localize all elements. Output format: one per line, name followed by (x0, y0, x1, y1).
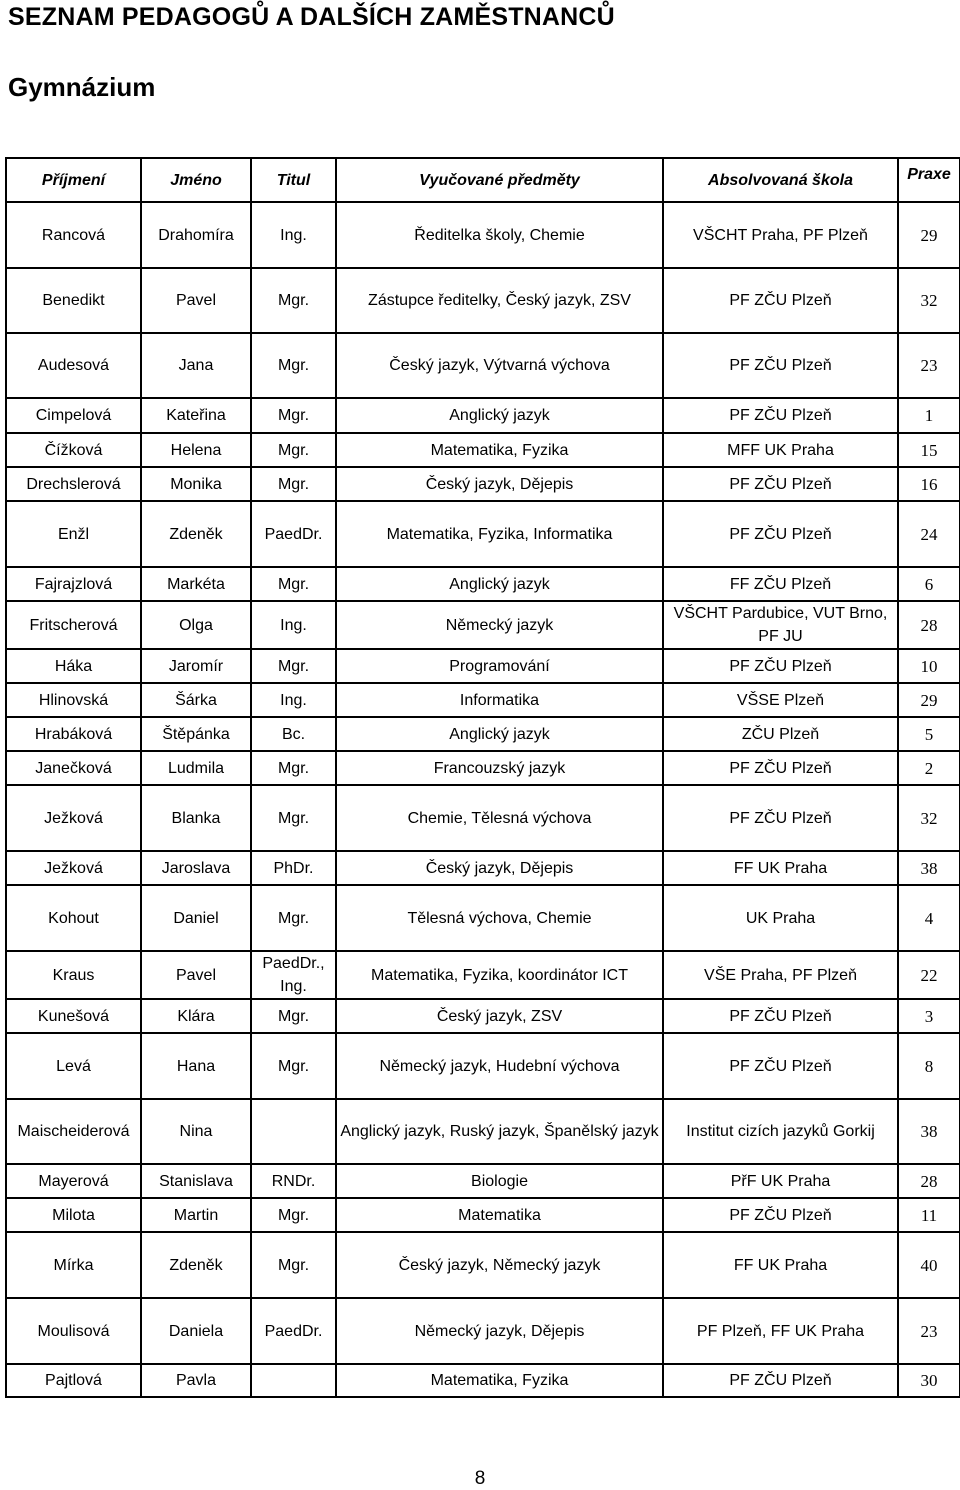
title-cell: Mgr. (251, 1198, 336, 1232)
first-name-cell: Helena (141, 433, 251, 467)
subjects-cell: Biologie (336, 1164, 663, 1198)
school-cell: PF ZČU Plzeň (663, 1364, 898, 1397)
surname-cell: Maischeiderová (6, 1099, 141, 1164)
first-name-cell: Jaroslava (141, 851, 251, 885)
school-cell: VŠE Praha, PF Plzeň (663, 951, 898, 999)
surname-cell: Cimpelová (6, 398, 141, 433)
column-header-title: Titul (251, 158, 336, 202)
practice-cell: 15 (898, 433, 960, 467)
column-header-surname: Příjmení (6, 158, 141, 202)
practice-cell: 23 (898, 333, 960, 398)
table-row (6, 1164, 960, 1198)
first-name-cell: Jaromír (141, 649, 251, 683)
surname-cell: Kunešová (6, 999, 141, 1033)
table-row (6, 433, 960, 467)
practice-cell: 2 (898, 751, 960, 785)
school-cell: PF ZČU Plzeň (663, 467, 898, 501)
first-name-cell: Ludmila (141, 751, 251, 785)
practice-cell: 22 (898, 951, 960, 999)
first-name-cell: Zdeněk (141, 1232, 251, 1298)
practice-cell: 32 (898, 785, 960, 851)
first-name-cell: Martin (141, 1198, 251, 1232)
school-cell: PF ZČU Plzeň (663, 1033, 898, 1099)
staff-table (5, 157, 960, 1398)
subjects-cell: Český jazyk, Dějepis (336, 851, 663, 885)
surname-cell: Pajtlová (6, 1364, 141, 1397)
subjects-cell: Programování (336, 649, 663, 683)
school-cell: PF ZČU Plzeň (663, 999, 898, 1033)
table-row (6, 268, 960, 333)
title-cell: Ing. (251, 683, 336, 717)
table-row (6, 1298, 960, 1364)
table-row (6, 567, 960, 601)
practice-cell: 28 (898, 601, 960, 649)
title-cell: Mgr. (251, 567, 336, 601)
school-cell: PF ZČU Plzeň (663, 268, 898, 333)
table-row (6, 785, 960, 851)
title-cell: Mgr. (251, 1033, 336, 1099)
table-header-row (6, 158, 960, 202)
surname-cell: Hrabáková (6, 717, 141, 751)
first-name-cell: Daniela (141, 1298, 251, 1364)
first-name-cell: Drahomíra (141, 202, 251, 268)
first-name-cell: Blanka (141, 785, 251, 851)
column-header-school: Absolvovaná škola (663, 158, 898, 202)
table-row (6, 951, 960, 999)
title-cell: Mgr. (251, 785, 336, 851)
title-cell: Mgr. (251, 398, 336, 433)
table-row (6, 601, 960, 649)
title-cell: PaedDr. (251, 1298, 336, 1364)
subjects-cell: Anglický jazyk (336, 398, 663, 433)
table-row (6, 751, 960, 785)
subjects-cell: Anglický jazyk (336, 567, 663, 601)
school-cell: VŠCHT Praha, PF Plzeň (663, 202, 898, 268)
surname-cell: Fritscherová (6, 601, 141, 649)
subjects-cell: Německý jazyk (336, 601, 663, 649)
first-name-cell: Jana (141, 333, 251, 398)
first-name-cell: Monika (141, 467, 251, 501)
practice-cell: 11 (898, 1198, 960, 1232)
first-name-cell: Markéta (141, 567, 251, 601)
surname-cell: Janečková (6, 751, 141, 785)
column-header-first-name: Jméno (141, 158, 251, 202)
practice-cell: 23 (898, 1298, 960, 1364)
practice-cell: 16 (898, 467, 960, 501)
practice-cell: 28 (898, 1164, 960, 1198)
subjects-cell: Tělesná výchova, Chemie (336, 885, 663, 951)
title-cell: Mgr. (251, 649, 336, 683)
title-cell: Bc. (251, 717, 336, 751)
title-cell: Mgr. (251, 999, 336, 1033)
first-name-cell: Štěpánka (141, 717, 251, 751)
practice-cell: 40 (898, 1232, 960, 1298)
practice-cell: 5 (898, 717, 960, 751)
school-cell: PF ZČU Plzeň (663, 501, 898, 567)
surname-cell: Benedikt (6, 268, 141, 333)
column-header-practice: Praxe (898, 158, 960, 202)
surname-cell: Háka (6, 649, 141, 683)
practice-cell: 29 (898, 202, 960, 268)
school-cell: UK Praha (663, 885, 898, 951)
first-name-cell: Klára (141, 999, 251, 1033)
table-row (6, 202, 960, 268)
first-name-cell: Kateřina (141, 398, 251, 433)
table-row (6, 851, 960, 885)
subjects-cell: Anglický jazyk, Ruský jazyk, Španělský jazyk (336, 1099, 663, 1164)
subjects-cell: Zástupce ředitelky, Český jazyk, ZSV (336, 268, 663, 333)
school-cell: ZČU Plzeň (663, 717, 898, 751)
practice-cell: 38 (898, 851, 960, 885)
school-cell: PF ZČU Plzeň (663, 398, 898, 433)
subjects-cell: Český jazyk, Dějepis (336, 467, 663, 501)
title-cell: Mgr. (251, 268, 336, 333)
practice-cell: 6 (898, 567, 960, 601)
subjects-cell: Matematika, Fyzika, Informatika (336, 501, 663, 567)
section-title: Gymnázium (8, 72, 156, 102)
surname-cell: Čížková (6, 433, 141, 467)
practice-cell: 24 (898, 501, 960, 567)
subjects-cell: Francouzský jazyk (336, 751, 663, 785)
title-cell: Mgr. (251, 1232, 336, 1298)
title-cell: Mgr. (251, 467, 336, 501)
school-cell: PF ZČU Plzeň (663, 1198, 898, 1232)
title-cell (251, 1099, 336, 1164)
surname-cell: Rancová (6, 202, 141, 268)
title-cell: Ing. (251, 202, 336, 268)
surname-cell: Mírka (6, 1232, 141, 1298)
school-cell: MFF UK Praha (663, 433, 898, 467)
subjects-cell: Informatika (336, 683, 663, 717)
title-cell: PaedDr., Ing. (251, 951, 336, 999)
practice-cell: 1 (898, 398, 960, 433)
subjects-cell: Německý jazyk, Hudební výchova (336, 1033, 663, 1099)
table-row (6, 999, 960, 1033)
page-title: SEZNAM PEDAGOGŮ A DALŠÍCH ZAMĚSTNANCŮ (8, 3, 615, 31)
subjects-cell: Chemie, Tělesná výchova (336, 785, 663, 851)
table-row (6, 683, 960, 717)
subjects-cell: Český jazyk, ZSV (336, 999, 663, 1033)
school-cell: VŠSE Plzeň (663, 683, 898, 717)
practice-cell: 8 (898, 1033, 960, 1099)
practice-cell: 38 (898, 1099, 960, 1164)
surname-cell: Hlinovská (6, 683, 141, 717)
table-row (6, 1099, 960, 1164)
surname-cell: Milota (6, 1198, 141, 1232)
table-row (6, 1232, 960, 1298)
first-name-cell: Zdeněk (141, 501, 251, 567)
practice-cell: 32 (898, 268, 960, 333)
surname-cell: Moulisová (6, 1298, 141, 1364)
first-name-cell: Šárka (141, 683, 251, 717)
table-row (6, 333, 960, 398)
title-cell: Mgr. (251, 333, 336, 398)
surname-cell: Audesová (6, 333, 141, 398)
table-row (6, 649, 960, 683)
school-cell: FF UK Praha (663, 1232, 898, 1298)
first-name-cell: Daniel (141, 885, 251, 951)
surname-cell: Enžl (6, 501, 141, 567)
school-cell: PF ZČU Plzeň (663, 333, 898, 398)
school-cell: PřF UK Praha (663, 1164, 898, 1198)
title-cell: PaedDr. (251, 501, 336, 567)
subjects-cell: Anglický jazyk (336, 717, 663, 751)
school-cell: PF ZČU Plzeň (663, 751, 898, 785)
practice-cell: 10 (898, 649, 960, 683)
practice-cell: 4 (898, 885, 960, 951)
title-cell: Mgr. (251, 433, 336, 467)
table-row (6, 501, 960, 567)
surname-cell: Mayerová (6, 1164, 141, 1198)
first-name-cell: Pavla (141, 1364, 251, 1397)
school-cell: Institut cizích jazyků Gorkij (663, 1099, 898, 1164)
school-cell: PF ZČU Plzeň (663, 785, 898, 851)
title-cell: Mgr. (251, 751, 336, 785)
title-cell: RNDr. (251, 1164, 336, 1198)
subjects-cell: Matematika, Fyzika (336, 1364, 663, 1397)
table-row (6, 1198, 960, 1232)
title-cell (251, 1364, 336, 1397)
subjects-cell: Matematika (336, 1198, 663, 1232)
surname-cell: Kohout (6, 885, 141, 951)
school-cell: FF ZČU Plzeň (663, 567, 898, 601)
surname-cell: Ježková (6, 785, 141, 851)
subjects-cell: Matematika, Fyzika (336, 433, 663, 467)
practice-cell: 3 (898, 999, 960, 1033)
surname-cell: Kraus (6, 951, 141, 999)
table-row (6, 1033, 960, 1099)
school-cell: FF UK Praha (663, 851, 898, 885)
title-cell: Ing. (251, 601, 336, 649)
first-name-cell: Pavel (141, 951, 251, 999)
first-name-cell: Pavel (141, 268, 251, 333)
subjects-cell: Německý jazyk, Dějepis (336, 1298, 663, 1364)
title-cell: Mgr. (251, 885, 336, 951)
practice-cell: 30 (898, 1364, 960, 1397)
subjects-cell: Český jazyk, Výtvarná výchova (336, 333, 663, 398)
school-cell: PF Plzeň, FF UK Praha (663, 1298, 898, 1364)
table-row (6, 717, 960, 751)
table-row (6, 1364, 960, 1397)
staff-table-body (6, 158, 960, 1397)
table-row (6, 467, 960, 501)
subjects-cell: Ředitelka školy, Chemie (336, 202, 663, 268)
school-cell: VŠCHT Pardubice, VUT Brno, PF JU (663, 601, 898, 649)
subjects-cell: Český jazyk, Německý jazyk (336, 1232, 663, 1298)
table-row (6, 398, 960, 433)
school-cell: PF ZČU Plzeň (663, 649, 898, 683)
practice-cell: 29 (898, 683, 960, 717)
first-name-cell: Olga (141, 601, 251, 649)
surname-cell: Fajrajzlová (6, 567, 141, 601)
table-row (6, 885, 960, 951)
surname-cell: Drechslerová (6, 467, 141, 501)
surname-cell: Levá (6, 1033, 141, 1099)
first-name-cell: Hana (141, 1033, 251, 1099)
surname-cell: Ježková (6, 851, 141, 885)
title-cell: PhDr. (251, 851, 336, 885)
first-name-cell: Nina (141, 1099, 251, 1164)
first-name-cell: Stanislava (141, 1164, 251, 1198)
subjects-cell: Matematika, Fyzika, koordinátor ICT (336, 951, 663, 999)
column-header-subjects: Vyučované předměty (336, 158, 663, 202)
page-number: 8 (474, 1468, 486, 1489)
